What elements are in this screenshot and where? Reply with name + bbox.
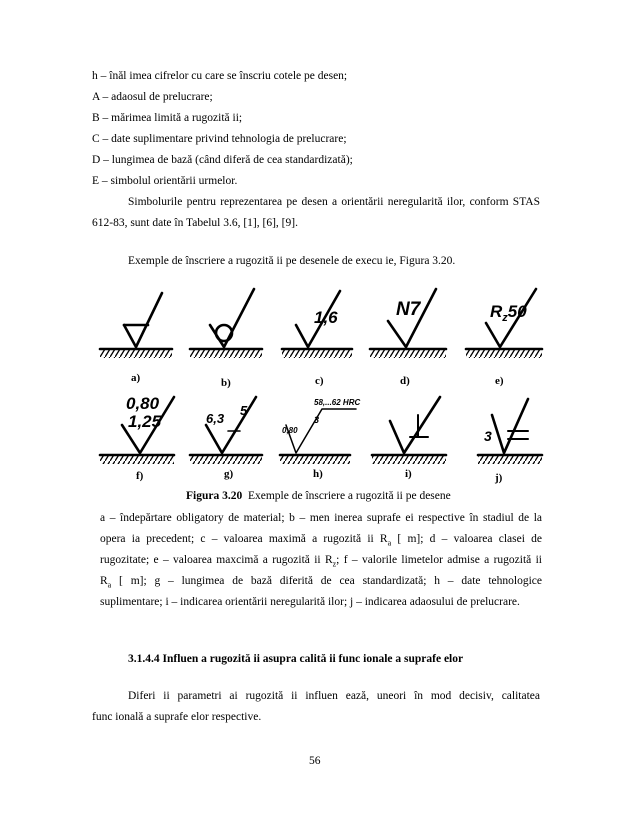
symbol-c-value: 1,6 [314,308,338,327]
label-e: e) [495,375,504,387]
paragraph-symbols-line2: 612-83, sunt date în Tabelul 3.6, [1], [6], [9]. [92,217,298,229]
surface-hatching [100,350,542,464]
definition-b: B – mărimea limită a rugozită ii; [92,112,243,124]
symbol-a [124,293,162,347]
symbol-b [210,289,254,347]
legend-line: opera ia precedent; c – valoarea maximă a rugozită ii $R_a$ [ m]; d – valoarea clasei de [100,533,542,548]
label-c: c) [315,375,324,387]
label-j: j) [495,472,503,484]
paragraph-influence-line1: Diferi ii parametri ai rugozită ii influen ează, uneori în mod decisiv, calitatea [128,690,540,702]
definition-h: h – înăl imea cifrelor cu care se înscriu cotele pe desen; [92,70,348,82]
label-f: f) [136,470,144,482]
figure-caption-number: Figura 3.20 [186,490,243,502]
definition-c: C – date suplimentare privind tehnologia de prelucrare; [92,133,347,145]
definition-d: D – lungimea de bază (când diferă de cea standardizată); [92,154,353,166]
symbol-g-right: 5 [240,403,248,418]
symbol-f-top: 0,80 [126,394,160,413]
label-a: a) [131,372,141,384]
paragraph-influence-line2: func ională a suprafe elor respective. [92,711,262,723]
figure-caption [186,490,451,502]
symbol-h-top: 58,...62 HRC [314,398,361,407]
figure-caption-text: Exemple de înscriere a rugozită ii pe desene [247,490,451,502]
definition-a: A – adaosul de prelucrare; [92,91,213,103]
legend-line: $R_a$ [ m]; g – lungimea de bază diferită de cea standardizată; h – date tehnologice [100,575,542,590]
symbol-e-value: $R_z50$ [490,302,527,324]
symbol-g-left: 6,3 [206,411,225,426]
symbol-h-left: 0,80 [282,426,298,435]
legend-line: suplimentare; i – indicarea orientării neregularită ilor; j – indicarea adaosului de prelucrare. [100,596,520,608]
label-i: i) [405,468,412,480]
symbol-f-bottom: 1,25 [128,412,162,431]
symbol-j-left: 3 [484,428,492,444]
page-number: 56 [309,755,321,767]
paragraph-examples: Exemple de înscriere a rugozită ii pe desenele de execu ie, Figura 3.20. [128,255,456,267]
section-heading: 3.1.4.4 Influen a rugozită ii asupra calită ii func ionale a suprafe elor [128,653,464,665]
label-g: g) [224,468,234,480]
label-b: b) [221,377,231,389]
legend-line: a – îndepărtare obligatory de material; b – men inerea suprafe ei respective în stadiul de la [100,512,542,524]
legend-line: rugozitate; e – valoarea maxcimă a rugozită ii $R_z$; f – valorile limetelor admise a rugozită ii [100,554,542,569]
label-h: h) [313,468,323,480]
definition-e: E – simbolul orientării urmelor. [92,175,238,187]
symbol-d-value: N7 [396,299,421,320]
symbol-h-mid: 3 [314,415,320,425]
label-d: d) [400,375,410,387]
symbol-j [492,399,528,453]
paragraph-symbols-line1: Simbolurile pentru reprezentarea pe desen a orientării neregularită ilor, conform STAS [128,196,540,208]
symbol-i [390,397,440,453]
